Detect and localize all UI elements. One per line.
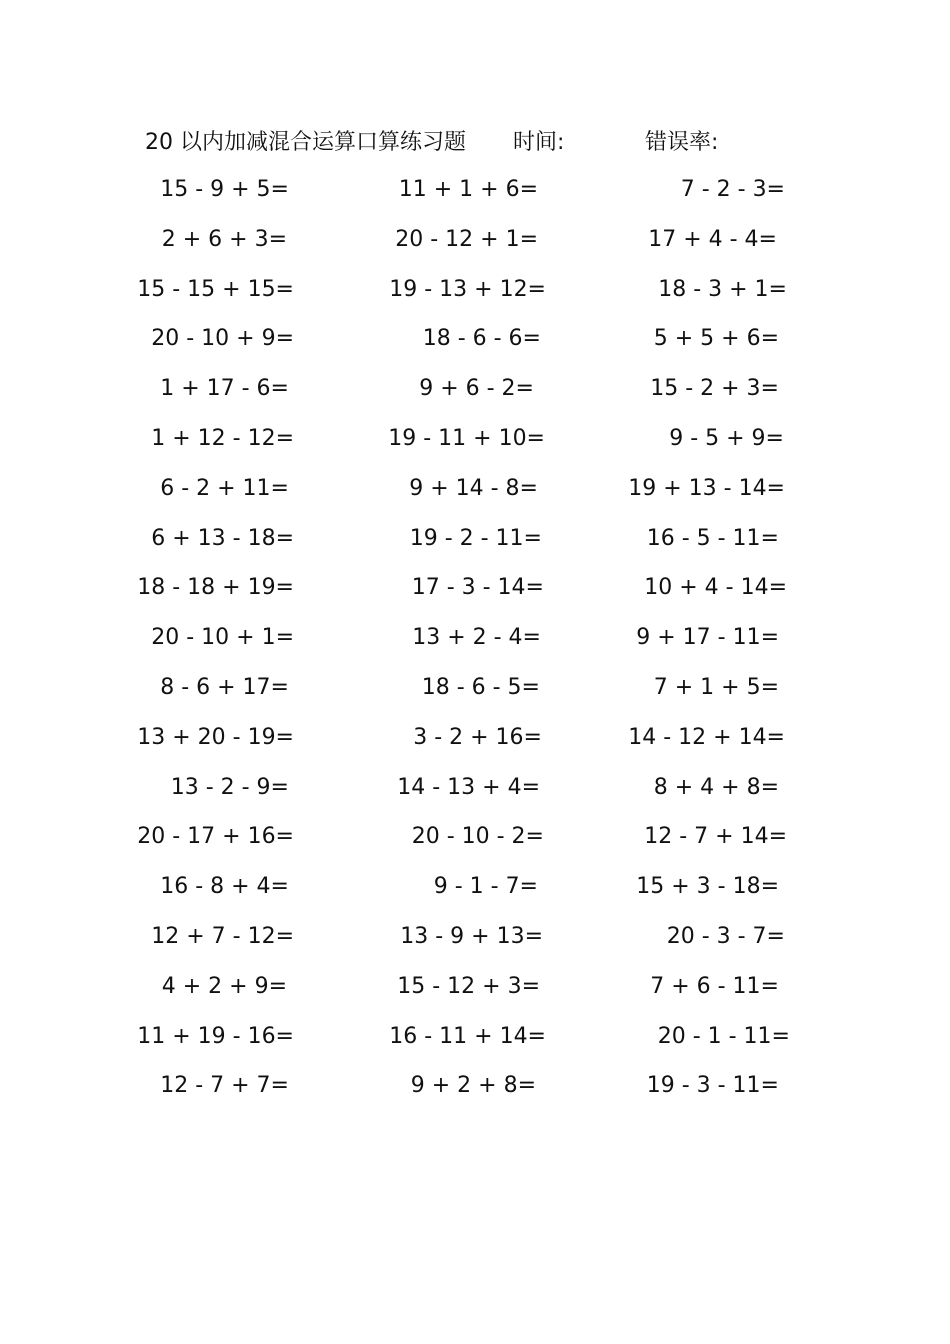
- math-problem: 20 - 10 + 9=: [151, 326, 294, 352]
- math-problem: 6 + 13 - 18=: [151, 525, 294, 551]
- math-problem: 14 - 13 + 4=: [397, 774, 540, 800]
- math-problem: 19 + 13 - 14=: [628, 475, 785, 501]
- math-problem: 8 + 4 + 8=: [653, 774, 779, 800]
- math-problem: 9 + 2 + 8=: [410, 1073, 536, 1099]
- math-problem: 12 + 7 - 12=: [151, 924, 294, 949]
- math-problem: 1 + 17 - 6=: [160, 376, 289, 402]
- problem-row: [0, 917, 950, 957]
- problem-row: [0, 469, 950, 509]
- math-problem: 16 - 11 + 14=: [389, 1023, 546, 1049]
- math-problem: 9 + 6 - 2=: [419, 376, 534, 402]
- error-rate-label: 错误率:: [645, 130, 719, 155]
- time-label: 时间:: [513, 130, 565, 155]
- problem-row: [0, 1066, 950, 1106]
- math-problem: 20 - 10 + 1=: [151, 625, 294, 651]
- problem-row: [0, 867, 950, 907]
- problem-row: [0, 419, 950, 459]
- math-problem: 6 - 2 + 11=: [160, 475, 289, 501]
- math-problem: 12 - 7 + 14=: [644, 824, 787, 850]
- math-problem: 16 - 5 - 11=: [646, 525, 779, 551]
- problem-row: [0, 817, 950, 857]
- problem-row: [0, 369, 950, 409]
- math-problem: 19 - 13 + 12=: [389, 276, 546, 302]
- math-problem: 20 - 1 - 11=: [657, 1023, 790, 1049]
- math-problem: 7 + 1 + 5=: [653, 675, 779, 700]
- math-problem: 4 + 2 + 9=: [161, 973, 287, 999]
- math-problem: 13 + 20 - 19=: [137, 724, 294, 750]
- math-problem: 8 - 6 + 17=: [160, 675, 289, 700]
- math-problem: 9 + 14 - 8=: [409, 475, 538, 501]
- math-problem: 13 + 2 - 4=: [412, 625, 541, 651]
- worksheet-header: [145, 126, 845, 160]
- math-problem: 15 + 3 - 18=: [636, 874, 779, 900]
- problem-row: [0, 170, 950, 210]
- math-problem: 9 - 5 + 9=: [669, 426, 784, 451]
- math-problem: 17 - 3 - 14=: [411, 575, 544, 601]
- math-problem: 19 - 3 - 11=: [646, 1073, 779, 1099]
- math-problem: 15 - 15 + 15=: [137, 276, 294, 302]
- math-problem: 13 - 9 + 13=: [400, 924, 543, 949]
- math-problem: 20 - 12 + 1=: [395, 226, 538, 252]
- math-problem: 10 + 4 - 14=: [644, 575, 787, 601]
- problem-row: [0, 270, 950, 310]
- math-problem: 3 - 2 + 16=: [413, 724, 542, 750]
- math-problem: 18 - 6 - 5=: [421, 675, 540, 700]
- math-problem: 1 + 12 - 12=: [151, 426, 294, 451]
- math-problem: 2 + 6 + 3=: [161, 226, 287, 252]
- problem-row: [0, 220, 950, 260]
- math-problem: 15 - 12 + 3=: [397, 973, 540, 999]
- math-problem: 17 + 4 - 4=: [648, 226, 777, 252]
- problem-row: [0, 1017, 950, 1057]
- math-problem: 11 + 1 + 6=: [398, 177, 538, 202]
- math-problem: 20 - 10 - 2=: [411, 824, 544, 850]
- math-problem: 19 - 2 - 11=: [409, 525, 542, 551]
- math-problem: 19 - 11 + 10=: [388, 426, 545, 451]
- problem-row: [0, 618, 950, 658]
- problem-row: [0, 718, 950, 758]
- math-problem: 13 - 2 - 9=: [170, 774, 289, 800]
- math-problem: 15 - 9 + 5=: [160, 177, 289, 202]
- math-problem: 9 - 1 - 7=: [433, 874, 538, 900]
- math-problem: 18 - 18 + 19=: [137, 575, 294, 601]
- math-problem: 7 + 6 - 11=: [650, 973, 779, 999]
- math-problem: 9 + 17 - 11=: [636, 625, 779, 651]
- problem-row: [0, 519, 950, 559]
- math-problem: 5 + 5 + 6=: [653, 326, 779, 352]
- problem-row: [0, 768, 950, 808]
- math-problem: 20 - 17 + 16=: [137, 824, 294, 850]
- math-problem: 20 - 3 - 7=: [666, 924, 785, 949]
- problem-row: [0, 319, 950, 359]
- math-problem: 18 - 6 - 6=: [422, 326, 541, 352]
- math-problem: 14 - 12 + 14=: [628, 724, 785, 750]
- problem-row: [0, 668, 950, 708]
- math-problem: 12 - 7 + 7=: [160, 1073, 289, 1099]
- math-problem: 15 - 2 + 3=: [650, 376, 779, 402]
- math-problem: 16 - 8 + 4=: [160, 874, 289, 900]
- problem-row: [0, 967, 950, 1007]
- worksheet-title: 20 以内加减混合运算口算练习题: [145, 130, 466, 155]
- problem-row: [0, 568, 950, 608]
- math-problem: 7 - 2 - 3=: [680, 177, 785, 202]
- math-problem: 11 + 19 - 16=: [137, 1023, 294, 1049]
- math-problem: 18 - 3 + 1=: [658, 276, 787, 302]
